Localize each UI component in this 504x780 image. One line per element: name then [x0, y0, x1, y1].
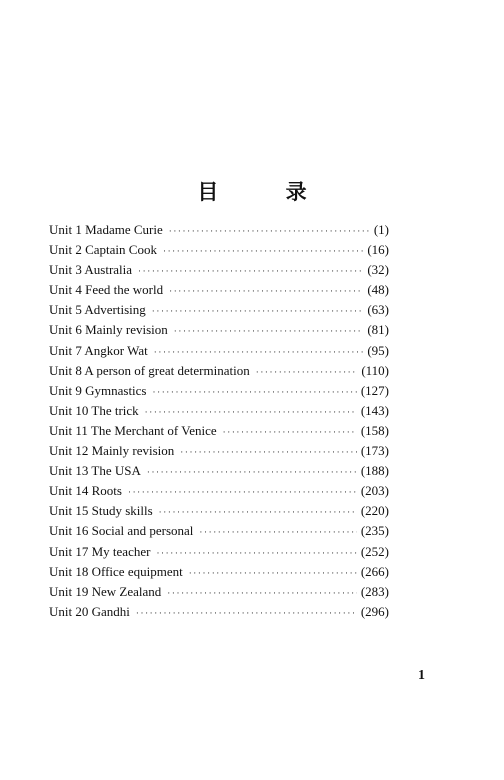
toc-entry — [49, 341, 389, 361]
toc-entry-page: (203) — [360, 483, 389, 499]
toc-entry — [49, 401, 389, 421]
toc-entry — [49, 461, 389, 481]
dot-leader — [256, 362, 358, 382]
toc-entry-page: (252) — [360, 543, 389, 559]
table-of-contents — [49, 220, 389, 622]
dot-leader — [169, 281, 363, 301]
toc-entry-label: Unit 1 Madame Curie — [49, 222, 163, 237]
toc-entry — [49, 220, 389, 240]
toc-entry — [49, 300, 389, 320]
dot-leader — [147, 462, 357, 482]
toc-entry-label: Unit 5 Advertising — [49, 302, 146, 318]
dot-leader — [128, 482, 357, 502]
dot-leader — [174, 321, 364, 341]
toc-entry — [49, 542, 389, 562]
toc-entry-label: Unit 12 Mainly revision — [49, 443, 175, 459]
dot-leader — [153, 382, 357, 402]
toc-entry — [49, 381, 389, 401]
toc-entry — [49, 320, 389, 340]
toc-entry-page: (81) — [367, 322, 389, 338]
toc-entry-page: (266) — [360, 563, 389, 579]
toc-entry-label: Unit 18 Office equipment — [49, 563, 183, 579]
dot-leader — [163, 241, 363, 261]
toc-entry — [49, 260, 389, 280]
toc-entry — [49, 481, 389, 501]
dot-leader — [167, 583, 357, 603]
toc-entry — [49, 361, 389, 381]
toc-entry-label: Unit 7 Angkor Wat — [49, 342, 148, 358]
toc-entry-page: (296) — [360, 603, 389, 619]
toc-entry-label: Unit 19 New Zealand — [49, 583, 162, 599]
toc-entry — [49, 582, 389, 602]
dot-leader — [180, 442, 357, 462]
toc-entry-page: (127) — [360, 382, 389, 398]
dot-leader — [138, 261, 363, 281]
toc-entry-label: Unit 20 Gandhi — [49, 603, 130, 619]
page-title: 目 录 — [197, 180, 337, 204]
toc-entry-label: Unit 9 Gymnastics — [49, 382, 147, 398]
toc-entry — [49, 602, 389, 622]
dot-leader — [156, 543, 356, 563]
toc-entry-page: (63) — [367, 302, 389, 318]
toc-entry-label: Unit 14 Roots — [49, 483, 122, 499]
toc-entry-label: Unit 10 The trick — [49, 402, 139, 418]
toc-entry — [49, 280, 389, 300]
toc-entry-page: (110) — [361, 362, 389, 378]
toc-entry-page: (173) — [360, 443, 389, 459]
dot-leader — [189, 563, 357, 583]
toc-entry — [49, 240, 389, 260]
toc-entry-label: Unit 6 Mainly revision — [49, 322, 168, 338]
toc-entry-label: Unit 15 Study skills — [49, 503, 153, 519]
dot-leader — [145, 402, 357, 422]
toc-entry-label: Unit 8 A person of great determination — [49, 362, 250, 378]
toc-entry — [49, 501, 389, 521]
toc-entry-page: (143) — [360, 402, 389, 418]
toc-entry-page: (158) — [360, 422, 389, 438]
dot-leader — [154, 342, 364, 362]
dot-leader — [152, 301, 364, 321]
dot-leader — [199, 522, 356, 542]
toc-entry — [49, 562, 389, 582]
dot-leader — [159, 502, 357, 522]
toc-entry — [49, 521, 389, 541]
toc-entry — [49, 421, 389, 441]
dot-leader — [223, 422, 357, 442]
toc-entry-page: (283) — [360, 583, 389, 599]
toc-entry-page: (32) — [367, 262, 389, 278]
dot-leader — [169, 221, 370, 241]
toc-entry-page: (220) — [360, 503, 389, 519]
toc-entry-page: (95) — [367, 342, 389, 358]
toc-entry-page: (1) — [373, 222, 389, 237]
toc-entry-label: Unit 4 Feed the world — [49, 282, 164, 298]
toc-entry-label: Unit 11 The Merchant of Venice — [49, 422, 217, 438]
page-number: 1 — [418, 668, 425, 683]
toc-entry-label: Unit 13 The USA — [49, 463, 141, 479]
toc-entry-label: Unit 2 Captain Cook — [49, 242, 157, 258]
toc-entry-page: (16) — [367, 242, 389, 258]
toc-entry-page: (48) — [367, 282, 389, 298]
toc-entry-label: Unit 16 Social and personal — [49, 523, 194, 539]
dot-leader — [136, 603, 357, 623]
toc-entry-page: (188) — [360, 463, 389, 479]
toc-entry-label: Unit 17 My teacher — [49, 543, 151, 559]
toc-entry-label: Unit 3 Australia — [49, 262, 133, 278]
toc-entry — [49, 441, 389, 461]
toc-entry-page: (235) — [360, 523, 389, 539]
